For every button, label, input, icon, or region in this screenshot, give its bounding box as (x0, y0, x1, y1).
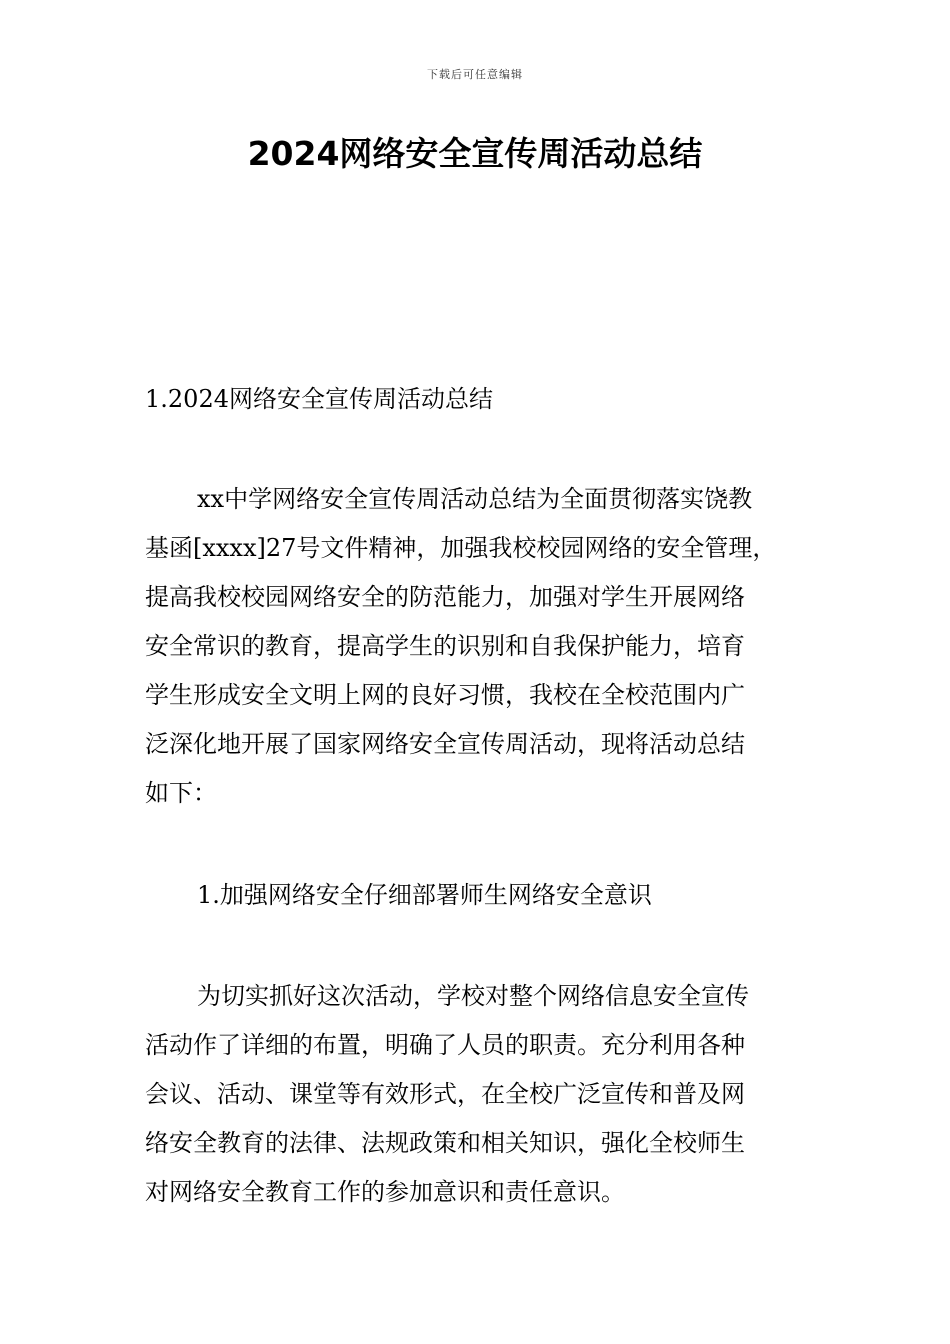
paragraph-line: 如下： (145, 779, 217, 807)
paragraph-line: 安全常识的教育，提高学生的识别和自我保护能力，培育 (145, 632, 745, 660)
paragraph-deployment (145, 972, 810, 1217)
paragraph-line: 提高我校校园网络安全的防范能力，加强对学生开展网络 (145, 583, 745, 611)
paragraph-intro (145, 475, 810, 818)
subheading: 1.加强网络安全仔细部署师生网络安全意识 (197, 881, 652, 909)
paragraph-line: 对网络安全教育工作的参加意识和责任意识。 (145, 1178, 625, 1206)
document-title: 2024网络安全宣传周活动总结 (247, 134, 703, 173)
paragraph-line: 会议、活动、课堂等有效形式，在全校广泛宣传和普及网 (145, 1080, 745, 1108)
section-title: 1.2024网络安全宣传周活动总结 (145, 385, 493, 413)
paragraph-line: 为切实抓好这次活动，学校对整个网络信息安全宣传 (197, 982, 749, 1010)
paragraph-line: 基函[xxxx]27号文件精神，加强我校校园网络的安全管理， (145, 534, 777, 562)
paragraph-line: 络安全教育的法律、法规政策和相关知识，强化全校师生 (145, 1129, 745, 1157)
paragraph-line: 活动作了详细的布置，明确了人员的职责。充分利用各种 (145, 1031, 745, 1059)
paragraph-line: xx中学网络安全宣传周活动总结为全面贯彻落实饶教 (197, 485, 753, 513)
paragraph-line: 学生形成安全文明上网的良好习惯，我校在全校范围内广 (145, 681, 745, 709)
header-note: 下载后可任意编辑 (427, 68, 523, 81)
paragraph-line: 泛深化地开展了国家网络安全宣传周活动，现将活动总结 (145, 730, 745, 758)
